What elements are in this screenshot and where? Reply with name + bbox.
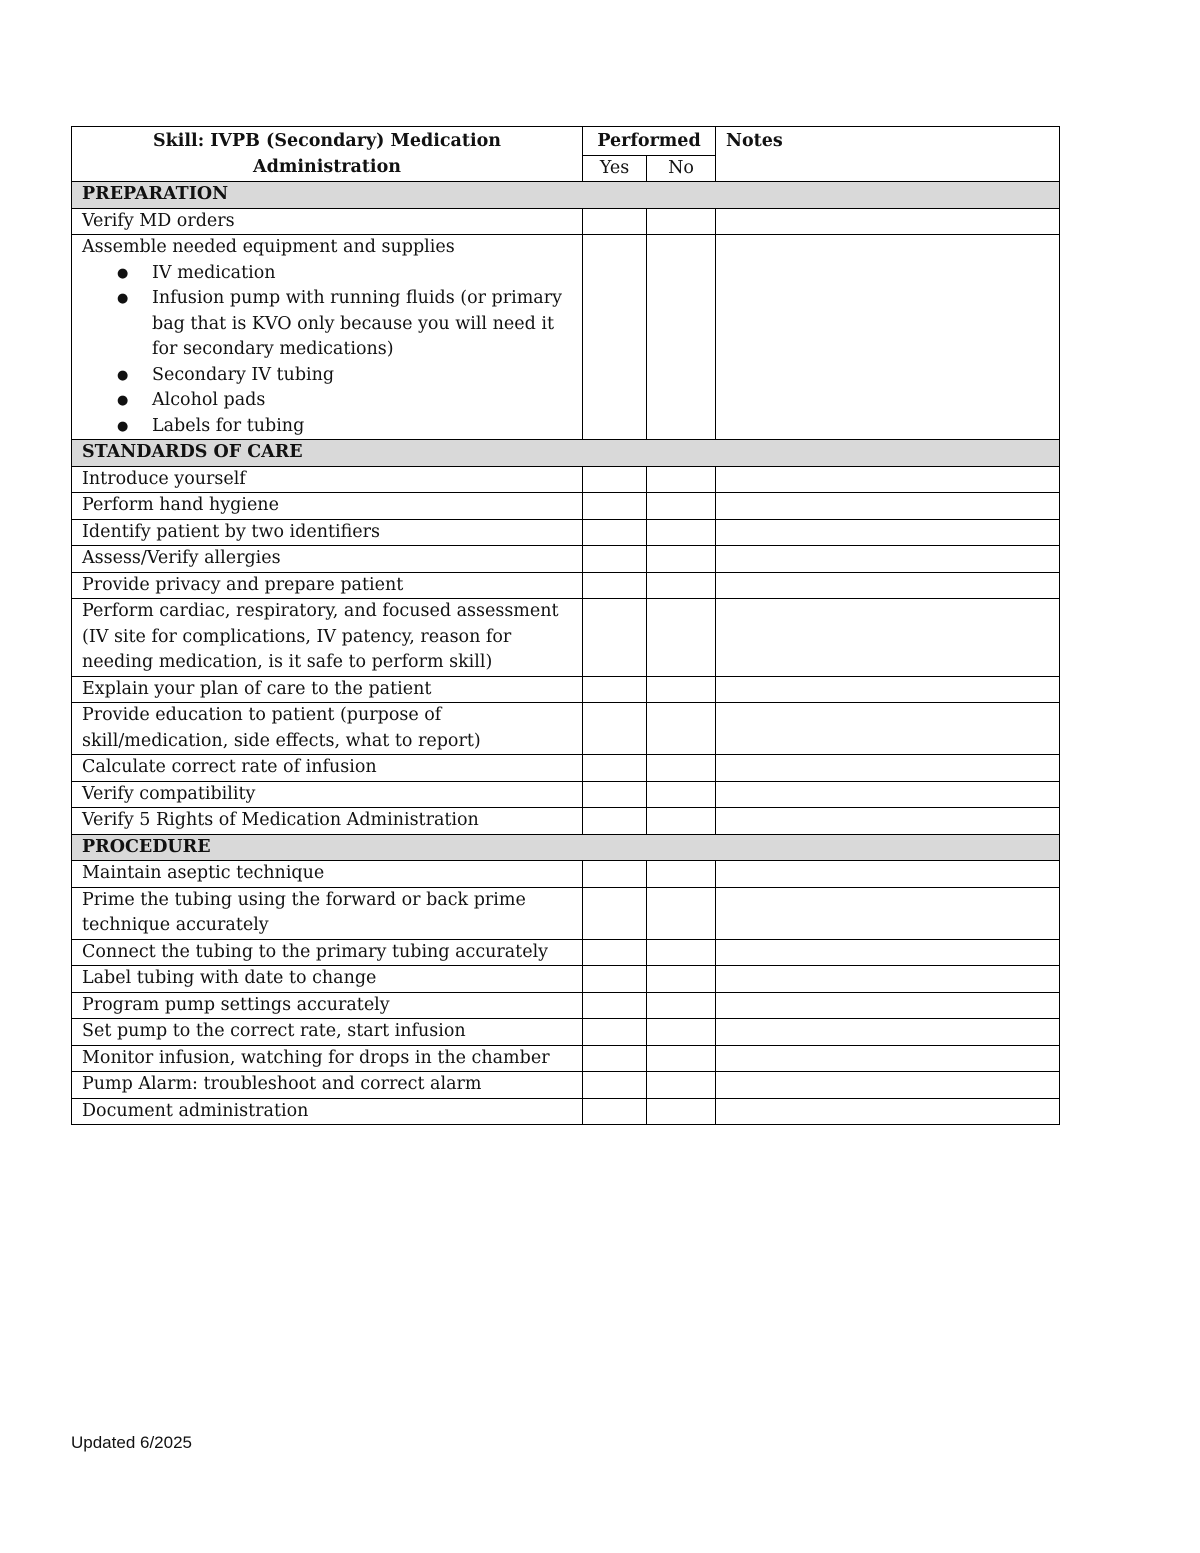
no-header: No (647, 155, 716, 182)
updated-footer: Updated 6/2025 (71, 1433, 192, 1452)
bullet-icon: ● (117, 393, 129, 408)
yes-header: Yes (583, 155, 647, 182)
table-row (72, 599, 1060, 677)
section-row-procedure (72, 834, 1060, 861)
task-label: Perform cardiac, respiratory, and focused assessment (IV site for complications, IV patency, reason for needing medication, is it safe to perform skill) (72, 599, 583, 677)
yes-cell[interactable] (583, 1045, 647, 1072)
table-row (72, 992, 1060, 1019)
no-cell[interactable] (647, 1045, 716, 1072)
no-cell[interactable] (647, 861, 716, 888)
no-cell[interactable] (647, 939, 716, 966)
notes-cell[interactable] (716, 519, 1060, 546)
task-label: Verify MD orders (72, 208, 583, 235)
list-item: ● IV medication (152, 261, 582, 287)
no-cell[interactable] (647, 572, 716, 599)
notes-cell[interactable] (716, 676, 1060, 703)
yes-cell[interactable] (583, 466, 647, 493)
performed-header: Performed (583, 127, 716, 156)
yes-cell[interactable] (583, 1072, 647, 1099)
table-row (72, 861, 1060, 888)
section-title-procedure: PROCEDURE (72, 834, 1060, 861)
no-cell[interactable] (647, 992, 716, 1019)
table-row (72, 887, 1060, 939)
bullet-icon: ● (117, 367, 129, 383)
task-label: Assemble needed equipment and supplies (82, 237, 455, 257)
table-row (72, 1098, 1060, 1125)
section-title-preparation: PREPARATION (72, 182, 1060, 209)
table-row (72, 546, 1060, 573)
yes-cell[interactable] (583, 1098, 647, 1125)
yes-cell[interactable] (583, 781, 647, 808)
section-title-standards: STANDARDS OF CARE (72, 440, 1060, 467)
no-cell[interactable] (647, 493, 716, 520)
no-cell[interactable] (647, 599, 716, 677)
notes-cell[interactable] (716, 939, 1060, 966)
section-row-preparation (72, 182, 1060, 209)
task-label: Perform hand hygiene (72, 493, 583, 520)
table-row (72, 235, 1060, 440)
table-row (72, 1045, 1060, 1072)
yes-cell[interactable] (583, 887, 647, 939)
yes-cell[interactable] (583, 208, 647, 235)
no-cell[interactable] (647, 466, 716, 493)
no-cell[interactable] (647, 1019, 716, 1046)
list-item: ● Labels for tubing (152, 414, 582, 440)
yes-cell[interactable] (583, 861, 647, 888)
table-row (72, 676, 1060, 703)
bullet-icon: ● (117, 265, 129, 281)
no-cell[interactable] (647, 235, 716, 440)
list-item: ● Alcohol pads (152, 388, 582, 414)
yes-cell[interactable] (583, 703, 647, 755)
no-cell[interactable] (647, 546, 716, 573)
notes-cell[interactable] (716, 781, 1060, 808)
notes-cell[interactable] (716, 572, 1060, 599)
section-row-standards (72, 440, 1060, 467)
table-row (72, 755, 1060, 782)
task-label: Provide privacy and prepare patient (72, 572, 583, 599)
task-label: Introduce yourself (72, 466, 583, 493)
task-label: Pump Alarm: troubleshoot and correct alarm (72, 1072, 583, 1099)
no-cell[interactable] (647, 1072, 716, 1099)
notes-cell[interactable] (716, 599, 1060, 677)
task-label: Explain your plan of care to the patient (72, 676, 583, 703)
table-row (72, 572, 1060, 599)
task-label-with-list (72, 235, 583, 440)
no-cell[interactable] (647, 755, 716, 782)
yes-cell[interactable] (583, 992, 647, 1019)
task-label: Monitor infusion, watching for drops in the chamber (72, 1045, 583, 1072)
table-row (72, 781, 1060, 808)
table-row (72, 939, 1060, 966)
task-label: Calculate correct rate of infusion (72, 755, 583, 782)
notes-cell[interactable] (716, 1098, 1060, 1125)
table-row (72, 808, 1060, 835)
yes-cell[interactable] (583, 755, 647, 782)
yes-cell[interactable] (583, 676, 647, 703)
no-cell[interactable] (647, 808, 716, 835)
yes-cell[interactable] (583, 572, 647, 599)
yes-cell[interactable] (583, 546, 647, 573)
bullet-icon: ● (117, 291, 129, 306)
notes-cell[interactable] (716, 887, 1060, 939)
notes-cell[interactable] (716, 966, 1060, 993)
yes-cell[interactable] (583, 235, 647, 440)
table-row (72, 519, 1060, 546)
task-label: Verify compatibility (72, 781, 583, 808)
table-row (72, 703, 1060, 755)
no-cell[interactable] (647, 966, 716, 993)
supplies-list (82, 261, 582, 440)
table-row (72, 1019, 1060, 1046)
yes-cell[interactable] (583, 599, 647, 677)
bullet-icon: ● (117, 418, 129, 434)
yes-cell[interactable] (583, 939, 647, 966)
table-row (72, 493, 1060, 520)
list-item: ● Infusion pump with running fluids (or primary bag that is KVO only because you will need it for secondary medications) (117, 288, 562, 359)
skills-checklist-table (71, 126, 1060, 1125)
yes-cell[interactable] (583, 519, 647, 546)
no-cell[interactable] (647, 781, 716, 808)
table-row (72, 466, 1060, 493)
notes-cell[interactable] (716, 861, 1060, 888)
notes-cell[interactable] (716, 755, 1060, 782)
task-label: Document administration (72, 1098, 583, 1125)
task-label: Maintain aseptic technique (72, 861, 583, 888)
yes-cell[interactable] (583, 808, 647, 835)
list-item: ● Secondary IV tubing (152, 363, 582, 389)
notes-cell[interactable] (716, 466, 1060, 493)
task-label: Assess/Verify allergies (72, 546, 583, 573)
no-cell[interactable] (647, 519, 716, 546)
no-cell[interactable] (647, 703, 716, 755)
notes-header: Notes (716, 127, 1060, 182)
no-cell[interactable] (647, 887, 716, 939)
notes-cell[interactable] (716, 208, 1060, 235)
notes-cell[interactable] (716, 992, 1060, 1019)
yes-cell[interactable] (583, 966, 647, 993)
task-label: Identify patient by two identifiers (72, 519, 583, 546)
notes-cell[interactable] (716, 808, 1060, 835)
task-label: Provide education to patient (purpose of skill/medication, side effects, what to report) (72, 703, 583, 755)
notes-cell[interactable] (716, 493, 1060, 520)
notes-cell[interactable] (716, 1072, 1060, 1099)
notes-cell[interactable] (716, 546, 1060, 573)
yes-cell[interactable] (583, 1019, 647, 1046)
task-label: Verify 5 Rights of Medication Administration (72, 808, 583, 835)
task-label: Prime the tubing using the forward or back prime technique accurately (72, 887, 583, 939)
notes-cell[interactable] (716, 703, 1060, 755)
yes-cell[interactable] (583, 493, 647, 520)
task-label: Program pump settings accurately (72, 992, 583, 1019)
no-cell[interactable] (647, 208, 716, 235)
table-row (72, 1072, 1060, 1099)
task-label: Label tubing with date to change (72, 966, 583, 993)
table-row (72, 966, 1060, 993)
table-row (72, 208, 1060, 235)
no-cell[interactable] (647, 1098, 716, 1125)
skill-title: Skill: IVPB (Secondary) Medication Administration (72, 127, 583, 182)
notes-cell[interactable] (716, 235, 1060, 440)
task-label: Connect the tubing to the primary tubing accurately (72, 939, 583, 966)
notes-cell[interactable] (716, 1045, 1060, 1072)
header-row (72, 127, 1060, 156)
task-label: Set pump to the correct rate, start infusion (72, 1019, 583, 1046)
notes-cell[interactable] (716, 1019, 1060, 1046)
no-cell[interactable] (647, 676, 716, 703)
